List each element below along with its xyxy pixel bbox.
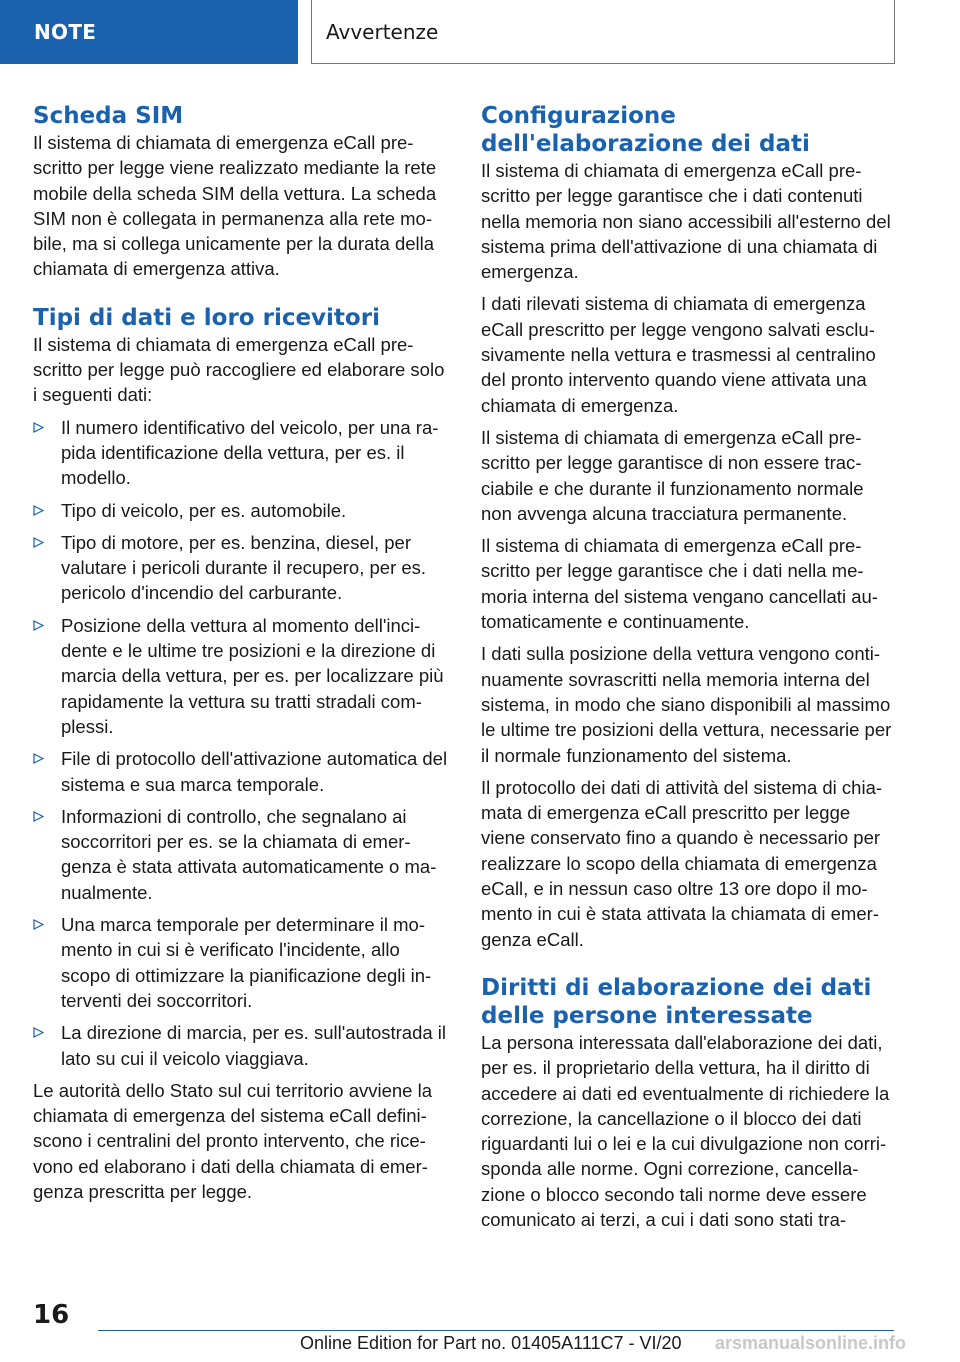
list-item bbox=[33, 498, 448, 523]
list-item bbox=[33, 912, 448, 1013]
paragraph: I dati rilevati sistema di chiamata di emergenza eCall prescritto per legge vengono salvati esclusivamente nella vettura e trasmessi al centralino del pronto intervento quando viene attivata una chiamata di emergenza. bbox=[481, 293, 876, 416]
list-item-text: Tipo di veicolo, per es. automobile. bbox=[61, 499, 347, 521]
list-item-text: Tipo di motore, per es. benzina, diesel, per valutare i pericoli durante il recupero, per es. pericolo d'incendio del carburante. bbox=[61, 531, 427, 604]
triangle-right-outline-icon bbox=[33, 1027, 44, 1038]
list-item-text: Il numero identificativo del veicolo, per una rapida identificazione della vettura, per es. il modello. bbox=[61, 416, 439, 489]
footer-divider bbox=[98, 1330, 894, 1331]
right-column bbox=[481, 100, 896, 1254]
triangle-right-outline-icon bbox=[33, 422, 44, 433]
paragraph: La persona interessata dall'elaborazione dei dati, per es. il proprietario della vettura, ha il diritto di accedere ai dati ed eventualmente di richiedere la correzione, la cancellazione o il blocco dei dati riguardanti lui o lei e la cui divulgazione non corrisponda alle norme. Ogni correzione, cancellazione o blocco secondo tali norme deve essere comunicato ai terzi, a cui i dati sono stati tra- bbox=[481, 1031, 890, 1230]
section-data-processing-config bbox=[481, 102, 896, 952]
list-item bbox=[33, 746, 448, 797]
header-divider-right bbox=[894, 0, 895, 64]
section-sim-card bbox=[33, 102, 448, 282]
paragraph: Il sistema di chiamata di emergenza eCall prescritto per legge garantisce di non essere tracciabile e che durante il funzionamento normale non avvenga alcuna tracciatura permanente. bbox=[481, 426, 864, 524]
paragraph: Il sistema di chiamata di emergenza eCall prescritto per legge garantisce che i dati nella memoria interna del sistema vengano cancellati automaticamente e continuamente. bbox=[481, 535, 878, 633]
paragraph: Il sistema di chiamata di emergenza eCall prescritto per legge viene realizzato mediante la rete mobile della scheda SIM della vettura. La scheda SIM non è collegata in permanenza alla rete mobile, ma si collega unicamente per la durata della chiamata di emergenza attiva. bbox=[33, 132, 437, 280]
list-item-text: Informazioni di controllo, che segnalano ai soccorritori per es. se la chiamata di emergenza è stata attivata automaticamente o manualmente. bbox=[61, 805, 437, 903]
section-title: Scheda SIM bbox=[33, 103, 184, 129]
list-item bbox=[33, 613, 448, 739]
list-item-text: La direzione di marcia, per es. sull'autostrada il lato su cui il veicolo viaggiava. bbox=[61, 1022, 447, 1069]
paragraph: Il sistema di chiamata di emergenza eCall prescritto per legge può raccogliere ed elaborare solo i seguenti dati: bbox=[33, 333, 445, 406]
list-item-text: Una marca temporale per determinare il momento in cui si è verificato l'incidente, allo scopo di ottimizzare la pianificazione degli interventi dei soccorritori. bbox=[61, 914, 432, 1011]
page-number: 16 bbox=[33, 1300, 70, 1330]
triangle-right-outline-icon bbox=[33, 620, 44, 631]
section-tab: NOTE bbox=[0, 0, 298, 64]
list-item-text: File di protocollo dell'attivazione automatica del sistema e sua marca temporale. bbox=[61, 748, 448, 795]
edition-info: Online Edition for Part no. 01405A111C7 - VI/20 bbox=[300, 1333, 682, 1353]
section-title: Diritti di elaborazione dei dati delle persone interessate bbox=[481, 974, 872, 1029]
triangle-right-outline-icon bbox=[33, 505, 44, 516]
paragraph: I dati sulla posizione della vettura vengono continuamente sovrascritti nella memoria interna del sistema, in modo che siano disponibili al massimo le ultime tre posizioni della vettura, necessarie per il normale funzionamento del sistema. bbox=[481, 643, 892, 766]
data-types-list bbox=[33, 415, 448, 1071]
section-title: Tipi di dati e loro ricevitori bbox=[33, 304, 380, 331]
triangle-right-outline-icon bbox=[33, 753, 44, 764]
list-item bbox=[33, 804, 448, 905]
chapter-title: Avvertenze bbox=[326, 20, 439, 44]
triangle-right-outline-icon bbox=[33, 811, 44, 822]
triangle-right-outline-icon bbox=[33, 919, 44, 930]
header-divider bbox=[311, 0, 312, 64]
list-item bbox=[33, 415, 448, 491]
section-data-types bbox=[33, 304, 448, 1205]
paragraph: Il sistema di chiamata di emergenza eCall prescritto per legge garantisce che i dati contenuti nella memoria non siano accessibili all'esterno del sistema prima dell'attivazione di una chiamata di emergenza. bbox=[481, 160, 891, 283]
left-column bbox=[33, 100, 448, 1226]
triangle-right-outline-icon bbox=[33, 537, 44, 548]
paragraph: Le autorità dello Stato sul cui territorio avviene la chiamata di emergenza del sistema eCall definiscono i centralini del pronto intervento, che ricevono ed elaborano i dati della chiamata di emergenza prescritta per legge. bbox=[33, 1079, 432, 1202]
section-title: Configurazione dell'elaborazione dei dati bbox=[481, 103, 810, 157]
paragraph: Il protocollo dei dati di attività del sistema di chiamata di emergenza eCall prescritto per legge viene conservato fino a quando è necessario per realizzare lo scopo della chiamata di emergenza eCall, e in nessun caso oltre 13 ore dopo il momento in cui è stata attivata la chiamata di emergenza eCall. bbox=[481, 776, 883, 950]
section-data-subject-rights bbox=[481, 974, 896, 1232]
list-item bbox=[33, 530, 448, 606]
list-item-text: Posizione della vettura al momento dell'incidente e le ultime tre posizioni e la direzione di marcia della vettura, per es. per localizzare più rapidamente la vettura su tratti stradali complessi. bbox=[61, 614, 444, 737]
watermark: arsmanualsonline.info bbox=[715, 1333, 907, 1353]
list-item bbox=[33, 1020, 448, 1071]
